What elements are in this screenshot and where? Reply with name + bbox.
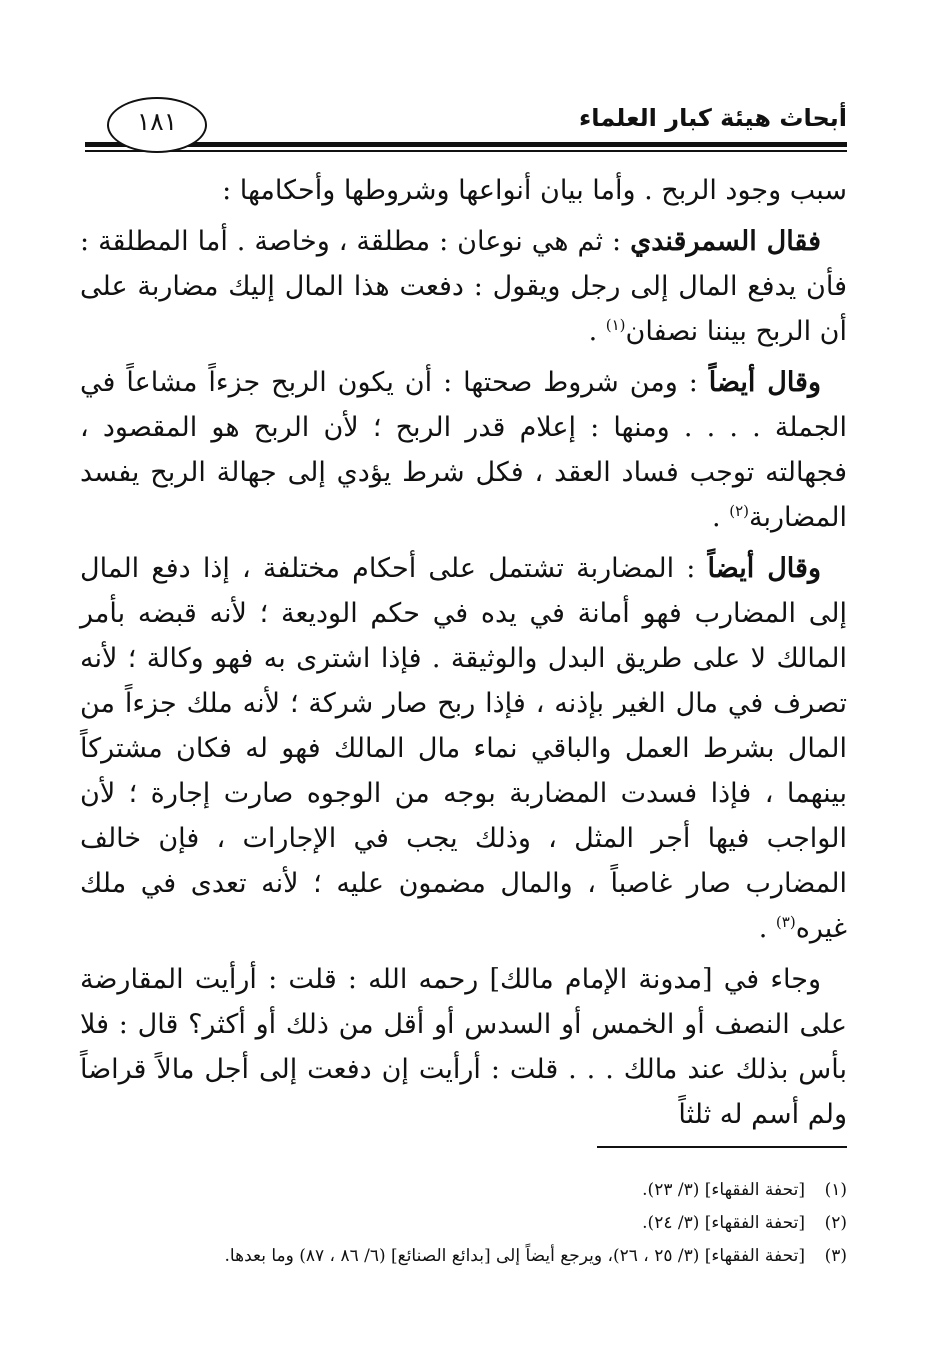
paragraph-3-lead: وقال أيضاً <box>708 367 821 398</box>
book-title: أبحاث هيئة كبار العلماء <box>578 104 847 132</box>
paragraph-3-text: : ومن شروط صحتها : أن يكون الربح جزءاً مشاعاً في الجملة . . . . ومنها : إعلام قدر الربح ؛ لأن الربح هو المقصود ، فجهالته توجب فساد العقد ، فكل شرط يؤدي إلى جهالة الربح يفسد المضاربة <box>80 367 847 533</box>
paragraph-2-lead: فقال السمرقندي <box>630 226 821 257</box>
footnote-1-number: (١) <box>824 1180 847 1200</box>
header-rule-thick <box>85 142 847 147</box>
paragraph-3-end: . <box>712 502 730 533</box>
paragraph-3 <box>80 360 847 540</box>
footnote-3 <box>80 1240 847 1273</box>
footnote-ref-2[interactable]: (٢) <box>729 502 749 520</box>
paragraph-4-end: . <box>758 913 776 944</box>
footnote-separator <box>597 1146 847 1148</box>
footnote-ref-3[interactable]: (٣) <box>775 913 796 931</box>
page-number-oval <box>107 97 207 153</box>
footnote-ref-1[interactable]: (١) <box>605 316 626 334</box>
footnote-1-text: [تحفة الفقهاء] (٣/ ٢٣). <box>642 1180 805 1200</box>
footnote-3-text: [تحفة الفقهاء] (٣/ ٢٥ ، ٢٦)، ويرجع أيضاً إلى [بدائع الصنائع] (٦/ ٨٦ ، ٨٧) وما بعدها. <box>224 1246 805 1266</box>
footnote-2 <box>80 1207 847 1240</box>
paragraph-2 <box>80 219 847 354</box>
main-text <box>80 168 847 1143</box>
running-header <box>85 92 847 162</box>
paragraph-5 <box>80 957 847 1137</box>
paragraph-2-text: : ثم هي نوعان : مطلقة ، وخاصة . أما المطلقة : فأن يدفع المال إلى رجل ويقول : دفعت هذا المال إليك مضاربة على أن الربح بيننا نصفان <box>80 226 847 347</box>
paragraph-5-text: وجاء في [مدونة الإمام مالك] رحمه الله : قلت : أرأيت المقارضة على النصف أو الخمس أو السدس أو أقل من ذلك أو أكثر؟ قال : فلا بأس بذلك عند مالك . . . قلت : أرأيت إن دفعت إلى أجل مالاً قراضاً ولم أسم له ثلثاً <box>80 964 847 1130</box>
paragraph-1 <box>80 168 847 213</box>
header-rule-thin <box>85 150 847 152</box>
footnote-2-text: [تحفة الفقهاء] (٣/ ٢٤). <box>642 1213 805 1233</box>
paragraph-4-text: : المضاربة تشتمل على أحكام مختلفة ، إذا دفع المال إلى المضارب فهو أمانة في يده في حكم الوديعة ؛ لأنه قبضه بأمر المالك لا على طريق البدل والوثيقة . فإذا اشترى به فهو وكالة ؛ لأنه تصرف في مال الغير بإذنه ، فإذا ربح صار شركة ؛ لأنه ملك جزءاً من المال بشرط العمل والباقي نماء مال المالك فهو له فكان مشتركاً بينهما ، فإذا فسدت المضاربة بوجه من الوجوه صارت إجارة ؛ لأن الواجب فيها أجر المثل ، وذلك يجب في الإجارات ، فإن خالف المضارب صار غاصباً ، والمال مضمون عليه ؛ لأنه تعدى في ملك غيره <box>80 553 847 944</box>
page-number: ١٨١ <box>136 107 178 136</box>
paragraph-2-end: . <box>588 316 606 347</box>
paragraph-4 <box>80 546 847 951</box>
footnote-3-number: (٣) <box>824 1246 847 1266</box>
footnotes <box>80 1174 847 1273</box>
footnote-1 <box>80 1174 847 1207</box>
footnote-2-number: (٢) <box>824 1213 847 1233</box>
paragraph-1-text: سبب وجود الربح . وأما بيان أنواعها وشروطها وأحكامها : <box>222 175 847 206</box>
paragraph-4-lead: وقال أيضاً <box>707 553 821 584</box>
